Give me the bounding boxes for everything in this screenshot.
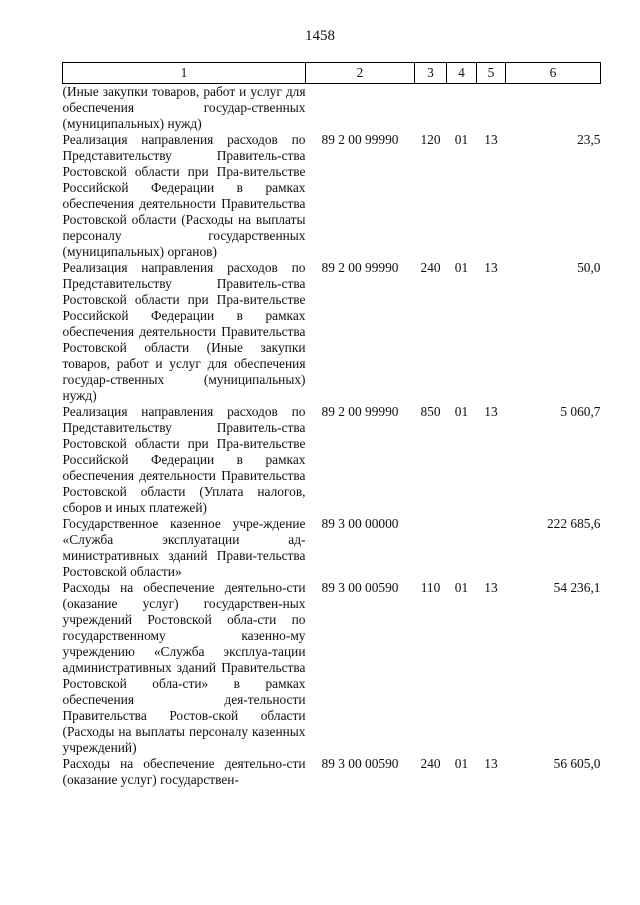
table-row xyxy=(63,404,601,516)
row-subsection: 13 xyxy=(484,404,498,419)
row-expense-type: 850 xyxy=(420,404,441,419)
row-expense-type: 120 xyxy=(420,132,441,147)
row-section: 01 xyxy=(454,580,469,595)
row-section: 01 xyxy=(454,404,469,419)
header-col-2: 2 xyxy=(306,63,415,84)
row-target-code: 89 3 00 00590 xyxy=(321,580,399,595)
row-target-code: 89 2 00 99990 xyxy=(321,404,399,419)
header-col-6: 6 xyxy=(506,63,601,84)
row-amount: 56 605,0 xyxy=(553,756,601,771)
header-col-3: 3 xyxy=(415,63,447,84)
table-row xyxy=(63,84,601,133)
row-target-code xyxy=(306,84,415,133)
row-section: 01 xyxy=(454,132,469,147)
header-col-5: 5 xyxy=(477,63,506,84)
table-row xyxy=(63,756,601,788)
row-target-code: 89 2 00 99990 xyxy=(321,260,399,275)
table-body xyxy=(63,84,601,789)
row-subsection: 13 xyxy=(484,756,498,771)
row-section xyxy=(447,516,477,580)
table-row xyxy=(63,516,601,580)
header-row xyxy=(63,63,601,84)
row-description: Реализация направления расходов по Представительству Правитель-ства Ростовской области при Пра-вительстве Российской Федерации в рамках обеспечения деятельности Правительства Ростовской области (Иные закупки товаров, работ и услуг для обеспечения государ-ственных (муниципальных) нужд) xyxy=(62,260,306,403)
row-target-code: 89 3 00 00000 xyxy=(321,516,399,531)
header-col-4: 4 xyxy=(447,63,477,84)
row-expense-type: 240 xyxy=(420,260,441,275)
row-subsection: 13 xyxy=(484,260,498,275)
row-subsection: 13 xyxy=(484,580,498,595)
row-expense-type xyxy=(415,516,447,580)
header-col-1: 1 xyxy=(63,63,306,84)
row-subsection: 13 xyxy=(484,132,498,147)
row-amount: 23,5 xyxy=(577,132,601,147)
budget-table xyxy=(62,62,601,788)
row-description: Расходы на обеспечение деятельно-сти (оказание услуг) государствен-ных учреждений Ростовской обла-сти по государственному казенно-му учреждению «Служба эксплуа-тации административных зданий Правительства Ростовской обла-сти» в рамках обеспечения дея-тельности Правительства Ростов-ской области (Расходы на выплаты персоналу казенных учреждений) xyxy=(62,580,306,755)
row-section: 01 xyxy=(454,260,469,275)
row-section: 01 xyxy=(454,756,469,771)
page-number: 1458 xyxy=(305,28,335,44)
row-target-code: 89 2 00 99990 xyxy=(321,132,399,147)
row-description: Реализация направления расходов по Представительству Правитель-ства Ростовской области при Пра-вительстве Российской Федерации в рамках обеспечения деятельности Правительства Ростовской области (Расходы на выплаты персоналу государственных (муниципальных) органов) xyxy=(62,132,306,259)
row-description: Реализация направления расходов по Представительству Правитель-ства Ростовской области при Пра-вительстве Российской Федерации в рамках обеспечения деятельности Правительства Ростовской области (Уплата налогов, сборов и иных платежей) xyxy=(62,404,306,515)
row-amount: 222 685,6 xyxy=(546,516,601,531)
row-subsection xyxy=(477,516,506,580)
row-amount: 54 236,1 xyxy=(553,580,601,595)
row-expense-type: 110 xyxy=(420,580,441,595)
row-description: (Иные закупки товаров, работ и услуг для обеспечения государ-ственных (муниципальных) нужд) xyxy=(62,84,306,131)
table-row xyxy=(63,132,601,260)
row-amount xyxy=(506,84,601,133)
row-description: Расходы на обеспечение деятельно-сти (оказание услуг) государствен- xyxy=(62,756,306,787)
row-expense-type: 240 xyxy=(420,756,441,771)
row-description: Государственное казенное учре-ждение «Служба эксплуатации ад-министративных зданий Прави-тельства Ростовской области» xyxy=(62,516,306,579)
row-subsection xyxy=(477,84,506,133)
table-row xyxy=(63,260,601,404)
row-target-code: 89 3 00 00590 xyxy=(321,756,399,771)
table-row xyxy=(63,580,601,756)
row-amount: 5 060,7 xyxy=(560,404,601,419)
row-section xyxy=(447,84,477,133)
row-expense-type xyxy=(415,84,447,133)
table-header xyxy=(63,63,601,84)
row-amount: 50,0 xyxy=(577,260,601,275)
